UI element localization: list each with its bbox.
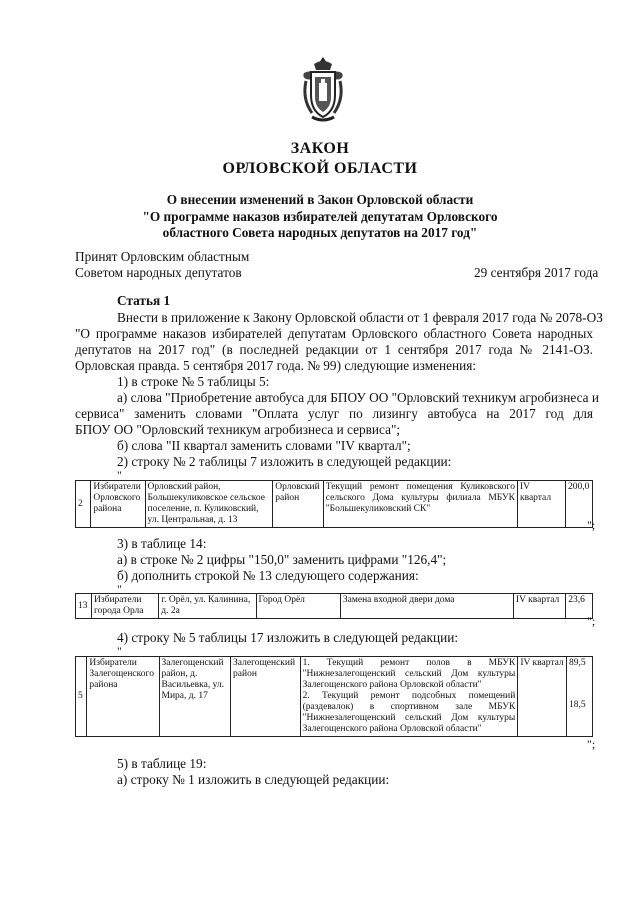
item-1a-line: а) слова "Приобретение автобуса для БПОУ ОО "Орловский техникум агробизнеса и <box>117 390 599 405</box>
adoption-line-1: Принят Орловским областным <box>75 249 250 264</box>
location-cell: г. Орёл, ул. Калинина, д. 2а <box>159 594 256 619</box>
amount-2: 18,5 <box>569 700 586 710</box>
adoption-date: 29 сентября 2017 года <box>474 265 599 280</box>
row-number: 2 <box>76 481 91 528</box>
quote-open: " <box>117 468 122 482</box>
district-cell: Залегощенский район <box>231 657 301 737</box>
item-2: 2) строку № 2 таблицы 7 изложить в следующей редакции: <box>117 454 452 469</box>
work-item-2: 2. Текущий ремонт подсобных помещений (раздевалок) в спортивном зале МБУК "Нижнезалегощенский сельский Дом культуры Залегощенского района Орловской области" <box>302 691 516 734</box>
item-1a-line: БПОУ ОО "Орловский техникум агробизнеса и сервиса"; <box>75 422 401 437</box>
table-row <box>76 481 593 528</box>
location-cell: Залегощенский район, д. Васильевка, ул. Мира, д. 17 <box>159 657 231 737</box>
item-1: 1) в строке № 5 таблицы 5: <box>117 374 270 389</box>
row-number: 5 <box>76 657 87 737</box>
work-cell <box>300 657 518 737</box>
period-cell: IV квартал <box>513 594 565 619</box>
intro-line: Орловская правда. 5 сентября 2017 года. № 99) следующие изменения: <box>75 358 477 373</box>
article-heading: Статья 1 <box>117 293 171 308</box>
table-row <box>76 657 593 737</box>
quote-open: " <box>117 644 122 658</box>
amount-cell: 23,6 <box>566 594 593 619</box>
work-cell: Замена входной двери дома <box>340 594 513 619</box>
work-item-1: 1. Текущий ремонт полов в МБУК "Нижнезалегощенский сельский Дом культуры Залегощенского района Орловской области" <box>302 658 516 690</box>
table-14-row <box>75 593 593 619</box>
amount-1: 89,5 <box>569 658 586 668</box>
amount-cell: 200,0 <box>566 481 593 528</box>
voters-cell: Избиратели Орловского района <box>91 481 145 528</box>
intro-line: Внести в приложение к Закону Орловской области от 1 февраля 2017 года № 2078-ОЗ <box>117 310 603 325</box>
district-cell: Город Орёл <box>256 594 340 619</box>
quote-close: "; <box>587 614 596 628</box>
row-number: 13 <box>76 594 92 619</box>
item-3a: а) в строке № 2 цифры "150,0" заменить цифрами "126,4"; <box>117 552 447 567</box>
period-cell: IV квартал <box>517 481 565 528</box>
table-row <box>76 594 593 619</box>
item-5a: а) строку № 1 изложить в следующей редакции: <box>117 772 390 787</box>
intro-line: депутатов на 2017 год" (в последней редакции от 1 сентября 2017 года № 2141-ОЗ. <box>75 342 593 357</box>
coat-of-arms-emblem <box>300 55 346 125</box>
law-title: ЗАКОН <box>290 140 350 157</box>
quote-close: "; <box>587 518 596 532</box>
item-5: 5) в таблице 19: <box>117 756 207 771</box>
voters-cell: Избиратели Залегощенского района <box>87 657 159 737</box>
item-3b: б) дополнить строкой № 13 следующего содержания: <box>117 568 419 583</box>
item-1a-line: сервиса" заменить словами "Оплата услуг по лизингу автобуса на 2017 год для <box>75 406 593 421</box>
item-4: 4) строку № 5 таблицы 17 изложить в следующей редакции: <box>117 630 459 645</box>
quote-open: " <box>117 582 122 596</box>
work-cell: Текущий ремонт помещения Куликовского сельского Дома культуры филиала МБУК "Большекуликовский СК" <box>323 481 517 528</box>
table-7-row <box>75 480 593 528</box>
table-17-row <box>75 656 593 737</box>
subtitle-line: О внесении изменений в Закон Орловской области <box>166 192 474 207</box>
location-cell: Орловский район, Большекуликовское сельское поселение, п. Куликовский, ул. Центральная, д. 13 <box>145 481 273 528</box>
law-subtitle <box>0 192 640 242</box>
item-1b: б) слова "II квартал заменить словами "IV квартал"; <box>117 438 411 453</box>
item-3: 3) в таблице 14: <box>117 536 207 551</box>
quote-close: "; <box>587 737 596 751</box>
period-cell: IV квартал <box>518 657 567 737</box>
district-cell: Орловский район <box>273 481 324 528</box>
voters-cell: Избиратели города Орла <box>92 594 159 619</box>
intro-line: "О программе наказов избирателей депутатам Орловского областного Совета народных <box>75 326 593 341</box>
amount-cell <box>567 657 593 737</box>
subtitle-line: областного Совета народных депутатов на 2017 год" <box>162 225 478 240</box>
region-title: ОРЛОВСКОЙ ОБЛАСТИ <box>222 160 418 177</box>
subtitle-line: "О программе наказов избирателей депутатам Орловского <box>142 208 498 224</box>
adoption-line-2: Советом народных депутатов <box>75 265 242 280</box>
